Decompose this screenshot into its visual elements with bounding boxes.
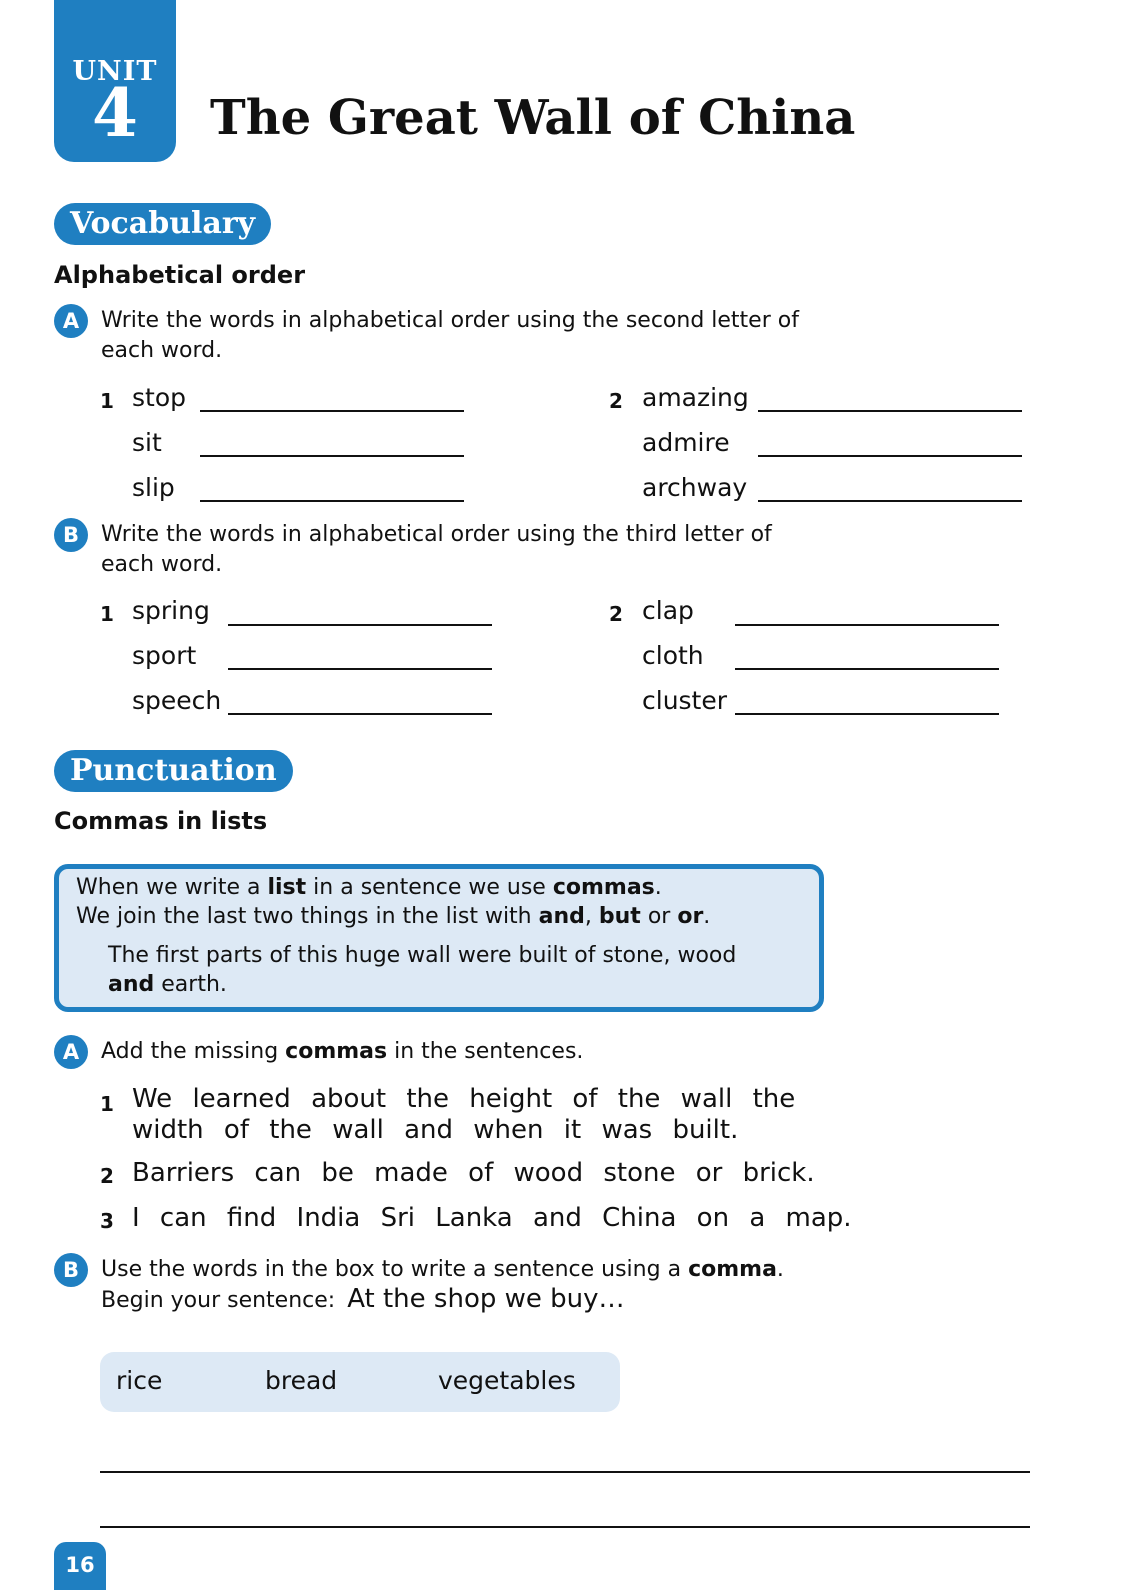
writing-line[interactable] bbox=[100, 1526, 1030, 1528]
unit-label: UNIT bbox=[72, 56, 158, 87]
word: speech bbox=[132, 686, 222, 715]
word: cluster bbox=[642, 686, 728, 715]
answer-line[interactable] bbox=[758, 500, 1022, 502]
begin-sentence-line: Begin your sentence: At the shop we buy… bbox=[101, 1284, 625, 1314]
vocab-exercise-b-instruction: Write the words in alphabetical order using the third letter of each word. bbox=[101, 522, 772, 577]
set-number: 1 bbox=[100, 389, 114, 413]
page-number: 16 bbox=[54, 1542, 106, 1590]
punct-exercise-a-instruction: Add the missing commas in the sentences. bbox=[101, 1039, 584, 1064]
word: sport bbox=[132, 641, 197, 670]
word: archway bbox=[642, 473, 748, 502]
unit-number: 4 bbox=[92, 74, 138, 152]
answer-line[interactable] bbox=[735, 668, 999, 670]
answer-line[interactable] bbox=[200, 500, 464, 502]
box-word: bread bbox=[265, 1366, 338, 1395]
sentence-3[interactable]: I can find India Sri Lanka and China on a map. bbox=[132, 1203, 852, 1233]
answer-line[interactable] bbox=[735, 713, 999, 715]
answer-line[interactable] bbox=[228, 624, 492, 626]
item-number: 3 bbox=[100, 1209, 114, 1233]
vocabulary-pill: Vocabulary bbox=[54, 203, 271, 245]
rule-example-line-2: and earth. bbox=[108, 972, 227, 997]
exercise-b-badge: B bbox=[54, 1253, 88, 1287]
item-number: 2 bbox=[100, 1164, 114, 1188]
word: spring bbox=[132, 596, 210, 625]
set-number: 2 bbox=[609, 602, 623, 626]
box-word: vegetables bbox=[438, 1366, 576, 1395]
word: slip bbox=[132, 473, 175, 502]
rule-example-line-1: The first parts of this huge wall were built of stone, wood bbox=[108, 943, 737, 968]
word: amazing bbox=[642, 383, 749, 412]
rule-box bbox=[54, 864, 824, 1012]
exercise-a-badge: A bbox=[54, 1035, 88, 1069]
word: sit bbox=[132, 428, 162, 457]
exercise-b-badge: B bbox=[54, 518, 88, 552]
word: stop bbox=[132, 383, 186, 412]
punctuation-pill: Punctuation bbox=[54, 750, 293, 792]
vocab-exercise-a-instruction: Write the words in alphabetical order using the second letter of each word. bbox=[101, 308, 799, 363]
exercise-a-badge: A bbox=[54, 304, 88, 338]
word: cloth bbox=[642, 641, 704, 670]
box-word: rice bbox=[116, 1366, 163, 1395]
writing-line[interactable] bbox=[100, 1471, 1030, 1473]
rule-line-1: When we write a list in a sentence we use commas. bbox=[76, 875, 662, 900]
page-title: The Great Wall of China bbox=[210, 90, 856, 146]
set-number: 1 bbox=[100, 602, 114, 626]
answer-line[interactable] bbox=[228, 668, 492, 670]
alphabetical-order-heading: Alphabetical order bbox=[54, 261, 306, 289]
answer-line[interactable] bbox=[735, 624, 999, 626]
commas-in-lists-heading: Commas in lists bbox=[54, 807, 268, 835]
set-number: 2 bbox=[609, 389, 623, 413]
answer-line[interactable] bbox=[758, 410, 1022, 412]
unit-tab bbox=[54, 0, 176, 162]
punct-exercise-b-instruction: Use the words in the box to write a sentence using a comma. bbox=[101, 1257, 784, 1282]
answer-line[interactable] bbox=[200, 410, 464, 412]
answer-line[interactable] bbox=[200, 455, 464, 457]
word: admire bbox=[642, 428, 730, 457]
item-number: 1 bbox=[100, 1092, 114, 1116]
rule-line-2: We join the last two things in the list with and, but or or. bbox=[76, 904, 711, 929]
sentence-1[interactable]: We learned about the height of the wall the width of the wall and when it was built. bbox=[132, 1084, 796, 1145]
word: clap bbox=[642, 596, 694, 625]
answer-line[interactable] bbox=[228, 713, 492, 715]
word-box bbox=[100, 1352, 620, 1412]
sentence-2[interactable]: Barriers can be made of wood stone or brick. bbox=[132, 1158, 815, 1188]
answer-line[interactable] bbox=[758, 455, 1022, 457]
